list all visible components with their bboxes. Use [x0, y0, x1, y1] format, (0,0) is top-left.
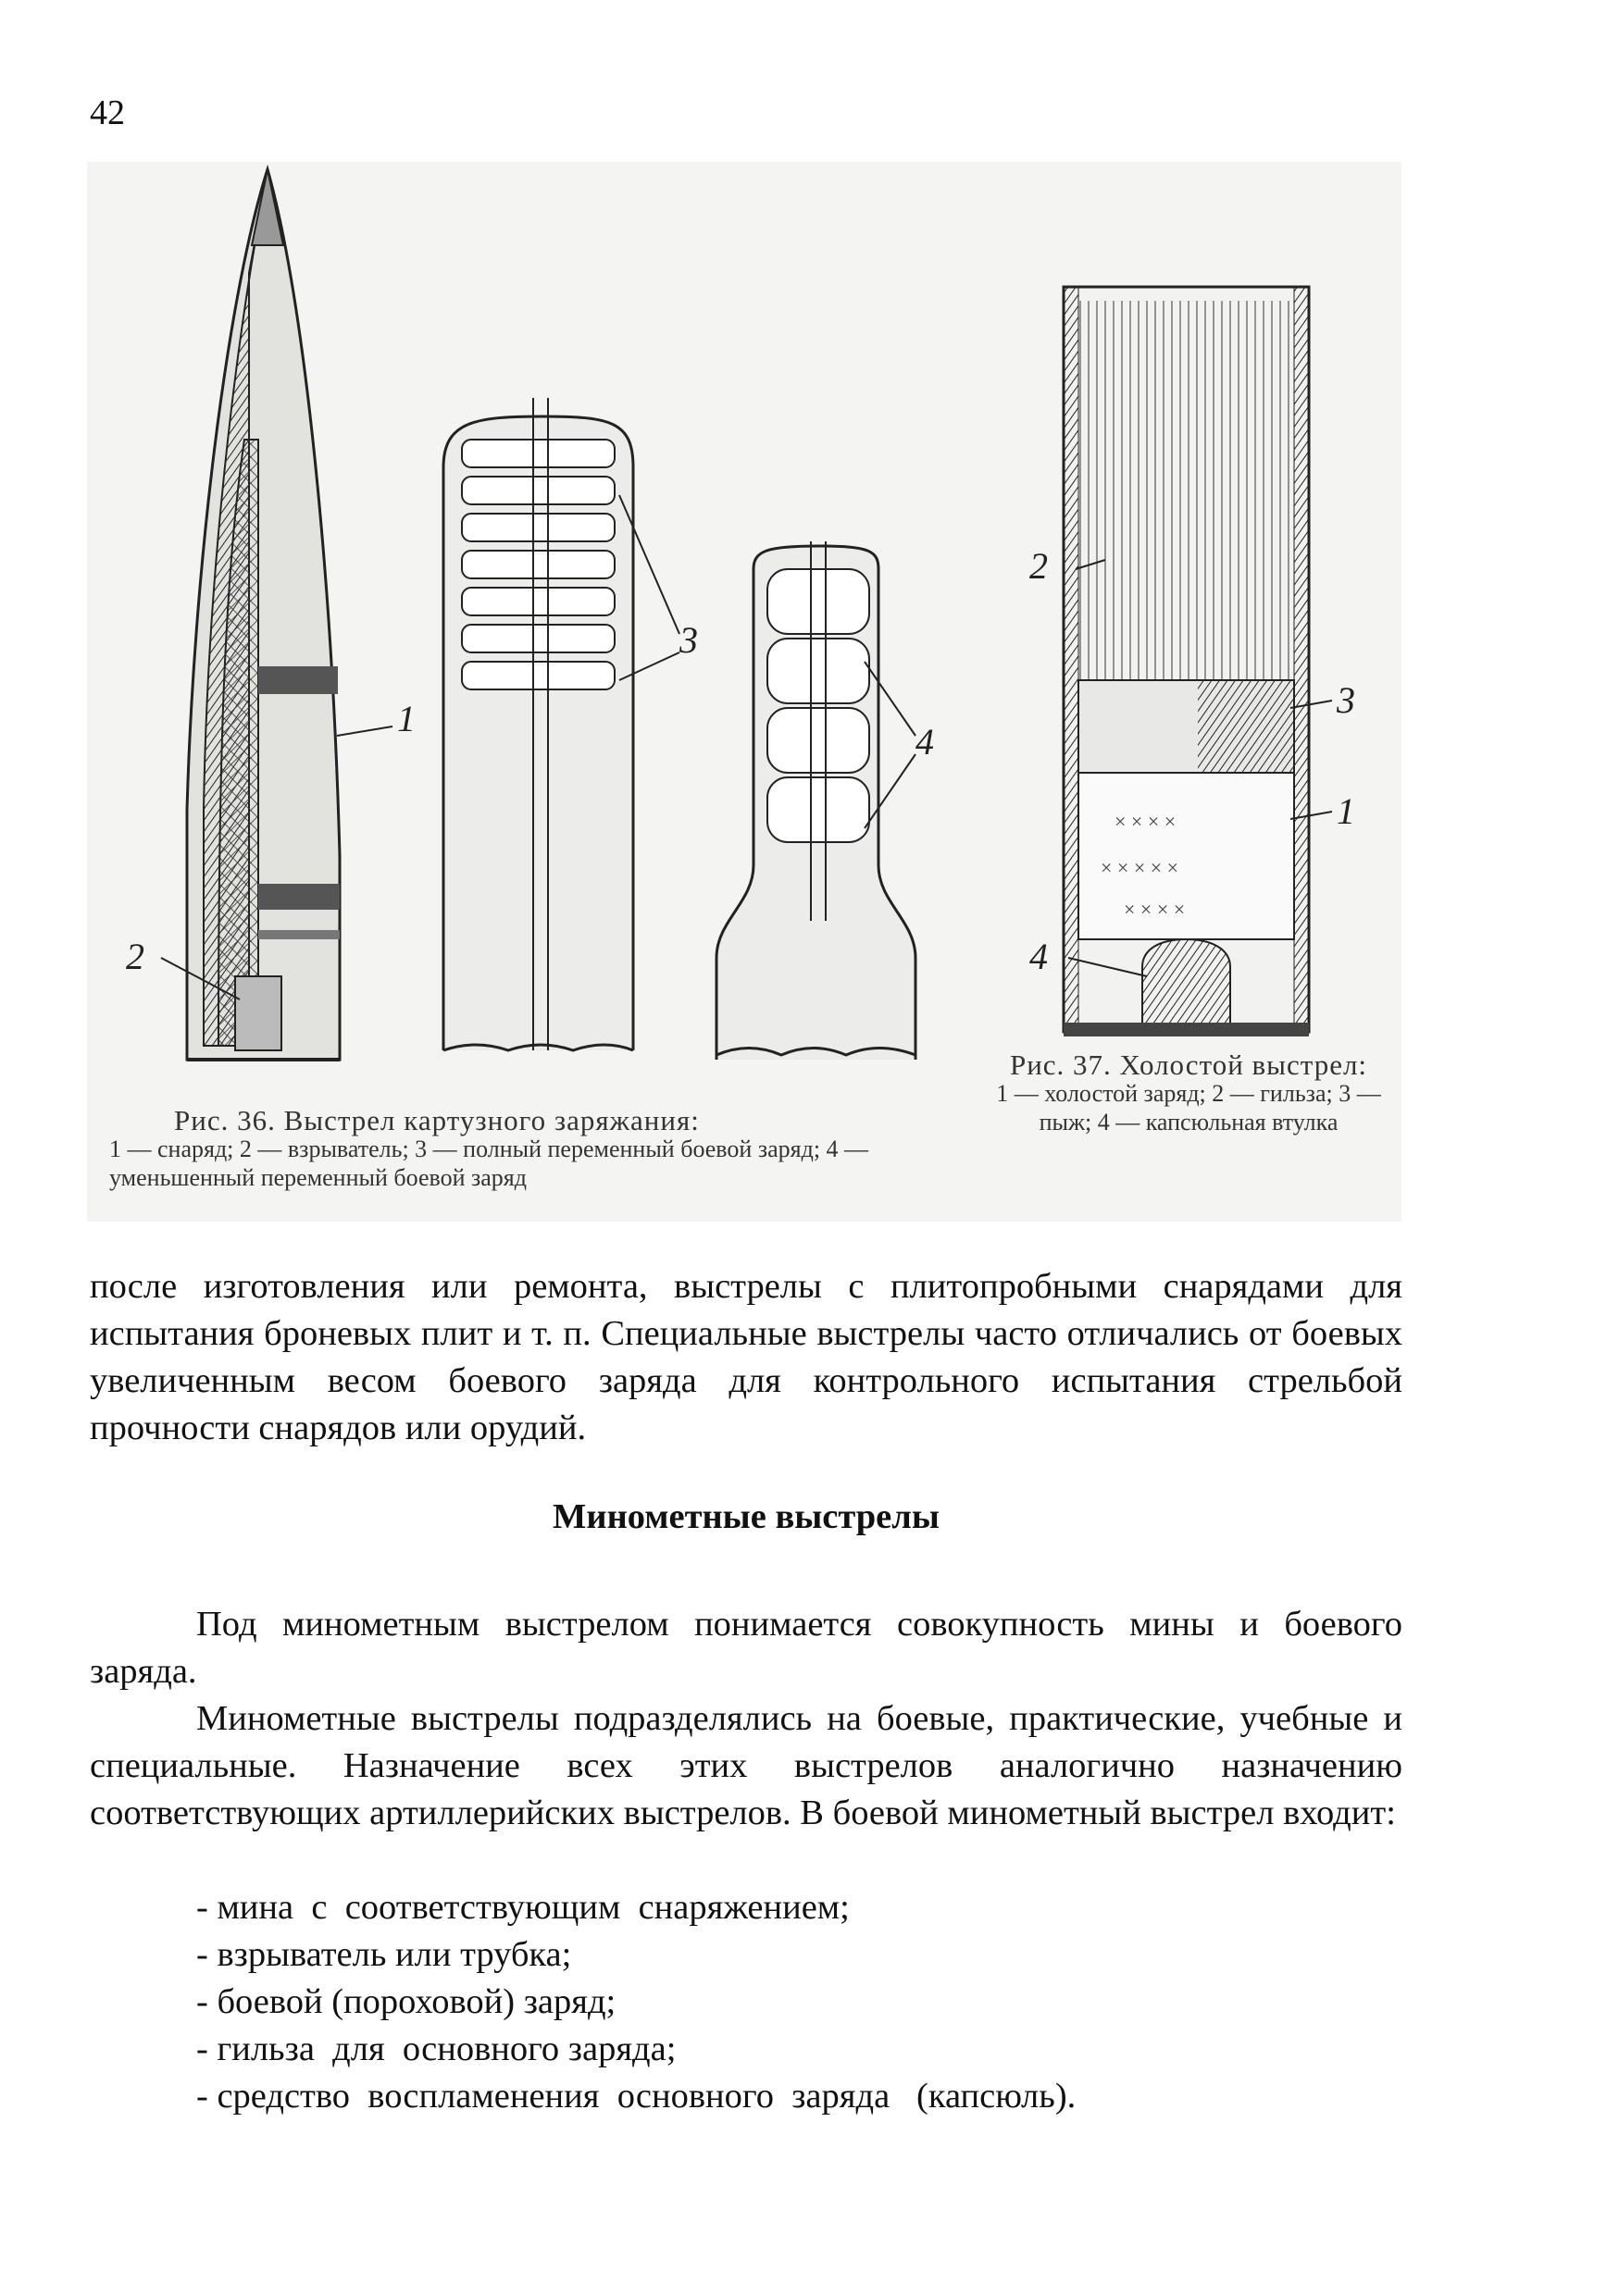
- paragraph-2: Минометные выстрелы подразделялись на боевые, практические, учебные и специальные. Назначение всех этих выстрелов аналогично назначению соответствующих артиллерийских выстрелов. В боевой минометный выстрел входит:: [90, 1699, 1402, 1832]
- caption-37-legend: 1 — холостой заряд; 2 — гильза; 3 — пыж; 4 — капсюльная втулка: [996, 1080, 1381, 1136]
- label-blank-charge: 1: [1337, 790, 1355, 832]
- list-item: - мина с соответствующим снаряжением;: [196, 1888, 850, 1927]
- figure-illustration: [87, 162, 1401, 1222]
- label-wad: 3: [1337, 679, 1355, 721]
- full-charge-drawing: [443, 398, 679, 1050]
- section-heading: Минометные выстрелы: [553, 1497, 940, 1536]
- blank-round-drawing: [1064, 287, 1332, 1036]
- caption-36-legend: 1 — снаряд; 2 — взрыватель; 3 — полный переменный боевой заряд; 4 — уменьшенный переменный боевой заряд: [109, 1136, 869, 1191]
- svg-text:× × × ×: × × × ×: [1124, 898, 1186, 921]
- paragraph-continued: после изготовления или ремонта, выстрелы с плитопробными снарядами для испытания броневых плит и т. п. Специальные выстрелы часто отличались от боевых увеличенным весом боевого заряда для контрольного испытания стрельбой прочности снарядов или орудий.: [90, 1267, 1402, 1447]
- label-shell: 1: [397, 698, 416, 739]
- label-primer-sleeve: 4: [1029, 936, 1048, 977]
- label-fuse: 2: [126, 936, 144, 977]
- reduced-charge-drawing: [716, 541, 915, 1060]
- caption-37-title: Рис. 37. Холостой выстрел:: [1009, 1049, 1368, 1081]
- list-item: - гильза для основного заряда;: [196, 2029, 677, 2068]
- caption-figure-37: [990, 1050, 1388, 1136]
- caption-figure-36: [109, 1106, 924, 1192]
- list-item: - средство воспламенения основного заряда (капсюль).: [196, 2077, 1077, 2116]
- svg-text:× × × ×: × × × ×: [1115, 810, 1177, 833]
- list-item: - боевой (пороховой) заряд;: [196, 1982, 616, 2021]
- shell-drawing: [161, 169, 392, 1060]
- paragraph-1: Под минометным выстрелом понимается совокупность мины и боевого заряда.: [90, 1605, 1402, 1691]
- label-reduced-charge: 4: [915, 721, 934, 763]
- label-full-charge: 3: [679, 619, 698, 661]
- page-number: 42: [90, 93, 125, 132]
- svg-text:× × × × ×: × × × × ×: [1101, 856, 1179, 879]
- label-case: 2: [1029, 545, 1048, 587]
- list-item: - взрыватель или трубка;: [196, 1935, 572, 1974]
- components-list: [196, 1884, 1076, 2120]
- caption-36-title: Рис. 36. Выстрел картузного заряжания:: [174, 1104, 700, 1136]
